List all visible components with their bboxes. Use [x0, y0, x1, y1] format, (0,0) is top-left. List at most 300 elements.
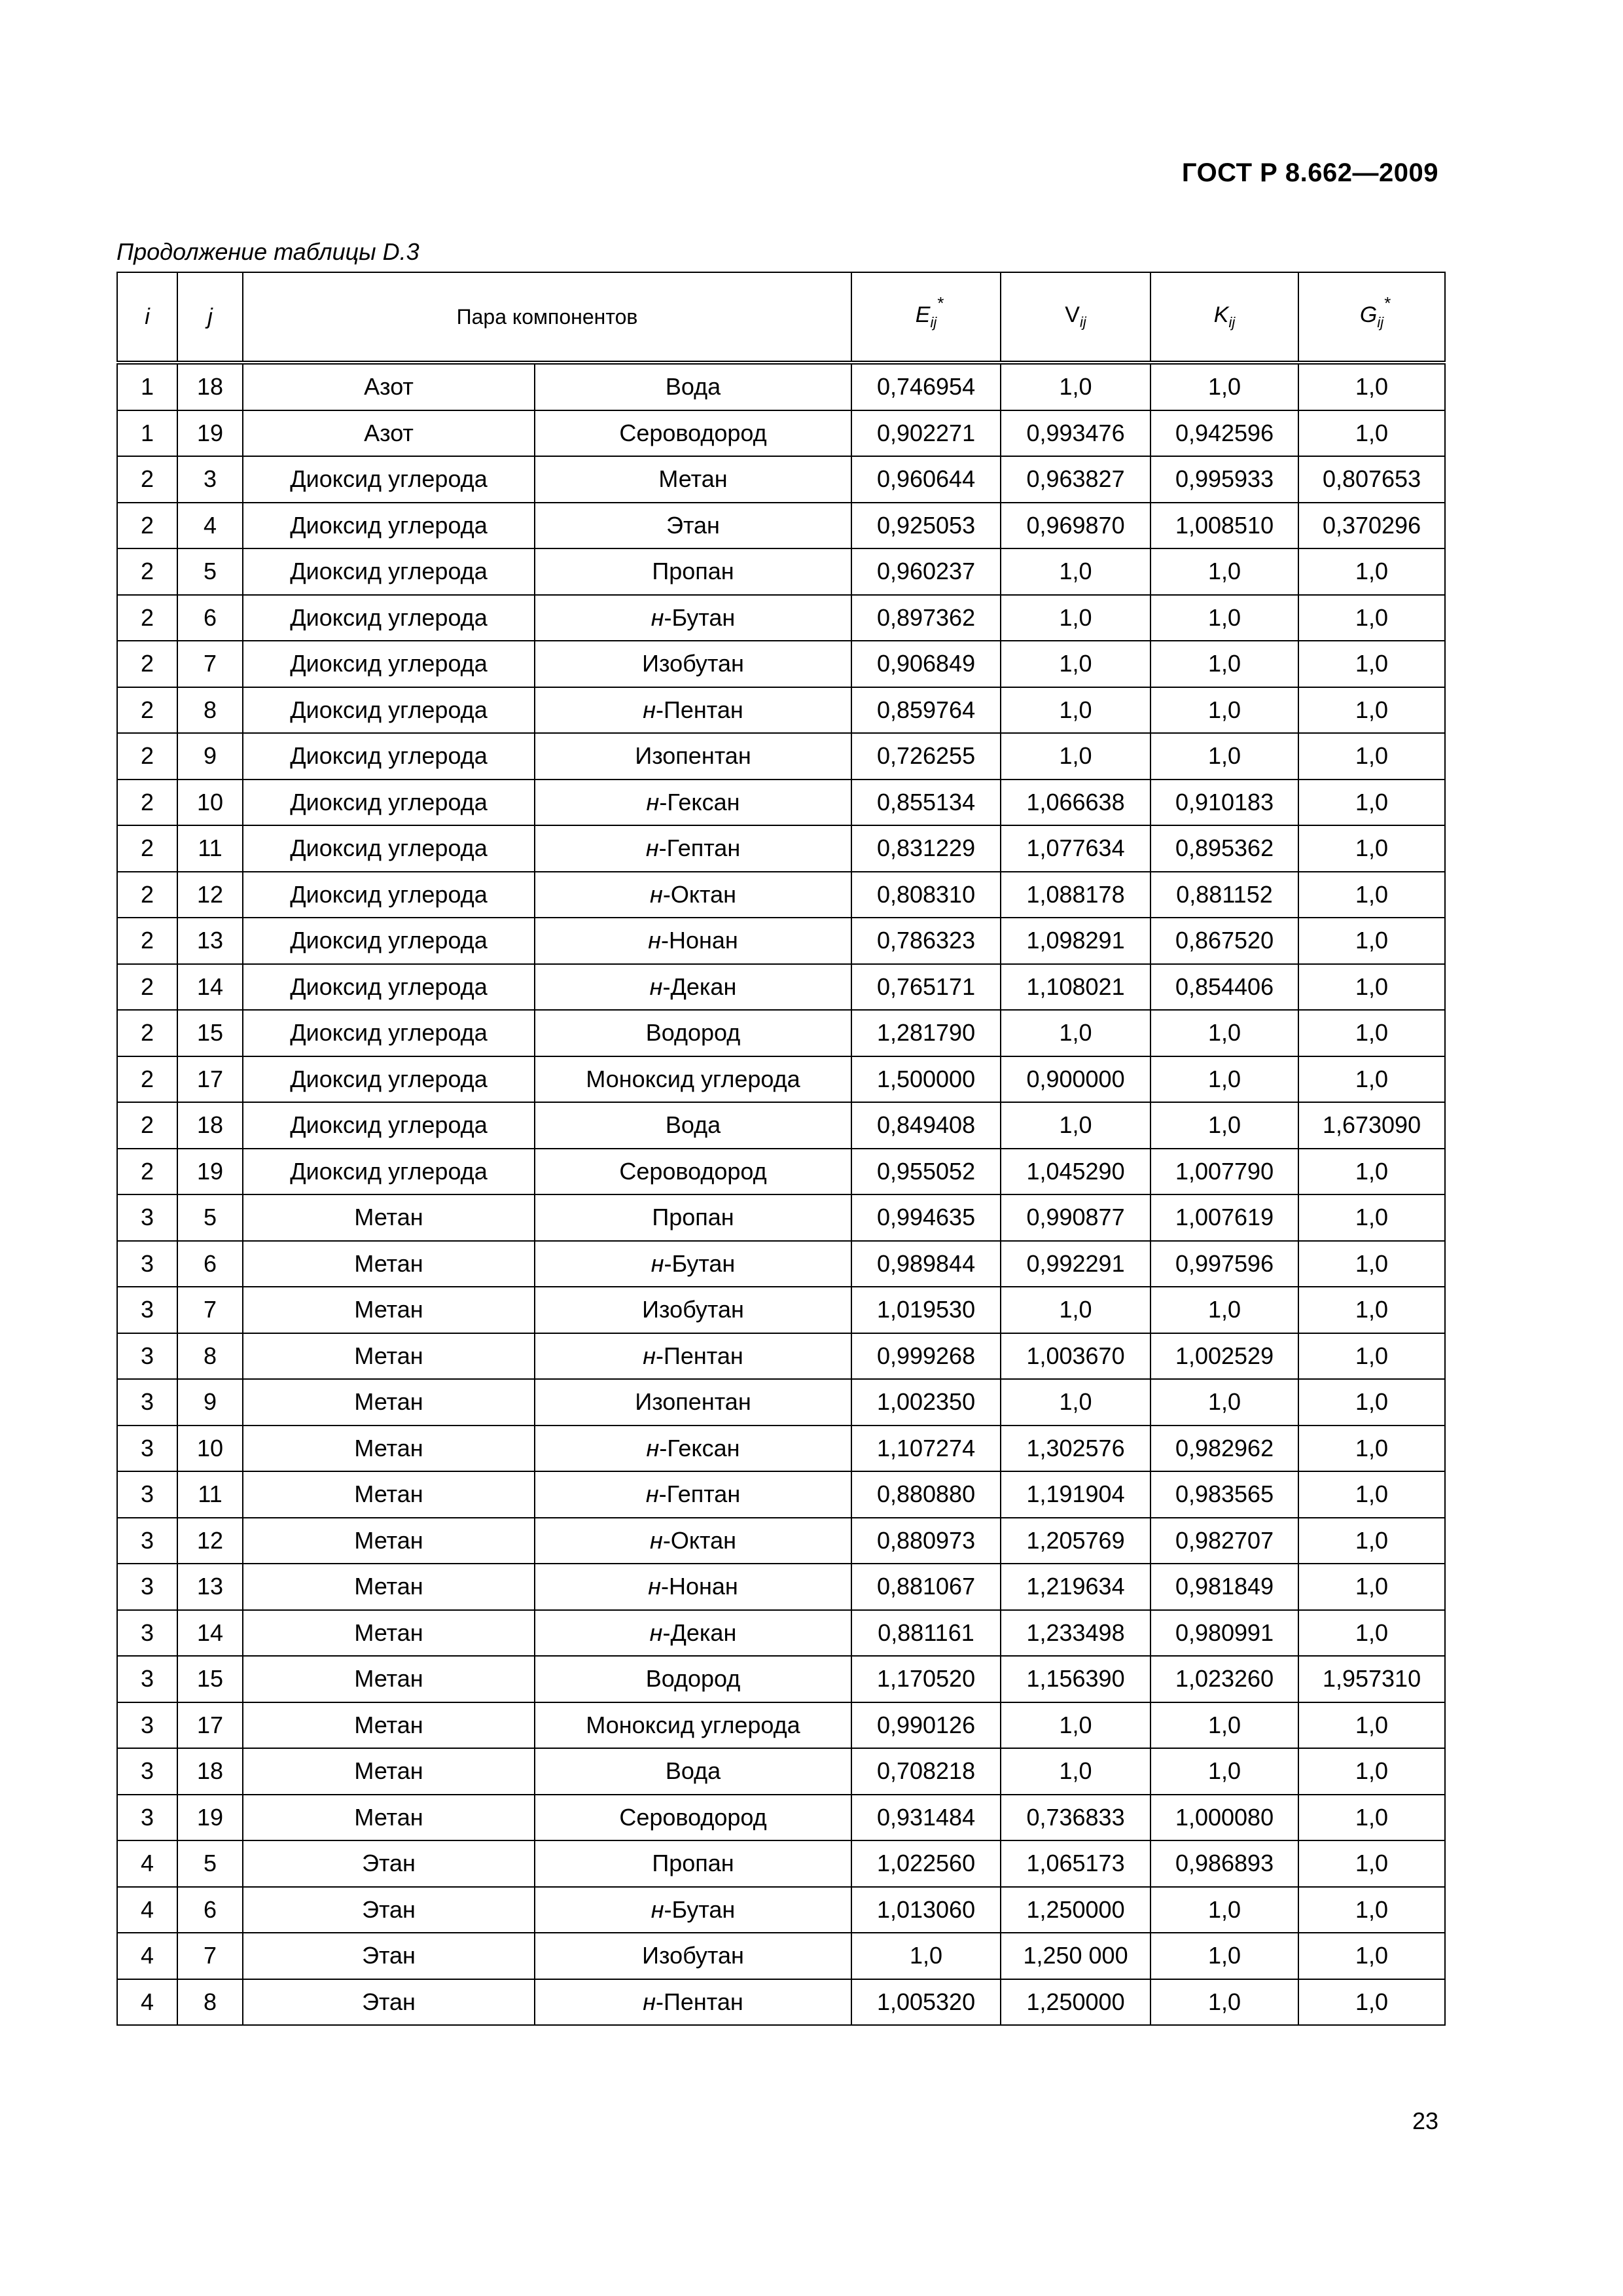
cell-k: 0,983565 [1150, 1471, 1298, 1518]
cell-e: 0,880973 [851, 1518, 1001, 1564]
cell-e: 0,765171 [851, 964, 1001, 1011]
cell-i: 2 [117, 780, 177, 826]
cell-j: 18 [177, 1102, 243, 1149]
cell-component-1: Диоксид углерода [243, 964, 535, 1011]
table-row [117, 872, 1445, 918]
cell-j: 8 [177, 1333, 243, 1380]
cell-v: 1,108021 [1001, 964, 1150, 1011]
cell-g: 1,0 [1298, 1564, 1445, 1610]
cell-k: 0,997596 [1150, 1241, 1298, 1287]
table-row [117, 456, 1445, 503]
cell-component-2 [535, 1471, 851, 1518]
cell-i: 3 [117, 1333, 177, 1380]
cell-i: 2 [117, 964, 177, 1011]
cell-v: 1,065173 [1001, 1840, 1150, 1887]
cell-component-1: Метан [243, 1333, 535, 1380]
table-row [117, 410, 1445, 457]
header-j: j [177, 272, 243, 363]
cell-component-1: Метан [243, 1748, 535, 1795]
cell-j: 3 [177, 456, 243, 503]
cell-g: 1,0 [1298, 1610, 1445, 1657]
cell-g: 1,0 [1298, 1149, 1445, 1195]
cell-e: 0,786323 [851, 918, 1001, 964]
normal-prefix: н [650, 880, 663, 908]
cell-j: 14 [177, 964, 243, 1011]
cell-e: 0,897362 [851, 595, 1001, 641]
cell-k: 1,0 [1150, 1979, 1298, 2026]
cell-component-2: Изопентан [535, 733, 851, 780]
cell-j: 9 [177, 1379, 243, 1426]
cell-component-1: Диоксид углерода [243, 595, 535, 641]
normal-prefix: н [651, 1249, 664, 1277]
cell-v: 1,0 [1001, 687, 1150, 734]
cell-e: 0,906849 [851, 641, 1001, 687]
cell-component-2: Изобутан [535, 1287, 851, 1333]
cell-v: 0,736833 [1001, 1795, 1150, 1841]
cell-component-1: Метан [243, 1471, 535, 1518]
cell-component-1: Метан [243, 1610, 535, 1657]
cell-component-2: Сероводород [535, 1149, 851, 1195]
table-row [117, 780, 1445, 826]
cell-e: 1,019530 [851, 1287, 1001, 1333]
cell-i: 2 [117, 456, 177, 503]
cell-g: 1,0 [1298, 872, 1445, 918]
cell-component-2: Пропан [535, 548, 851, 595]
cell-j: 5 [177, 1194, 243, 1241]
component-name: -Нонан [661, 1573, 738, 1600]
cell-k: 1,0 [1150, 1379, 1298, 1426]
header-e: $E_{ij}$ * [851, 272, 1001, 363]
cell-k: 0,854406 [1150, 964, 1298, 1011]
cell-k: 1,0 [1150, 1287, 1298, 1333]
cell-j: 17 [177, 1702, 243, 1749]
cell-component-2: Изобутан [535, 641, 851, 687]
component-name: -Бутан [664, 1895, 736, 1923]
header-g: $G_{ij}$ * [1298, 272, 1445, 363]
cell-j: 14 [177, 1610, 243, 1657]
cell-e: 0,955052 [851, 1149, 1001, 1195]
cell-component-2 [535, 1333, 851, 1380]
table-row [117, 1149, 1445, 1195]
normal-prefix: н [649, 1619, 663, 1646]
cell-component-1: Диоксид углерода [243, 548, 535, 595]
cell-component-2: Моноксид углерода [535, 1056, 851, 1103]
table-row [117, 1748, 1445, 1795]
normal-prefix: н [650, 1526, 663, 1554]
cell-component-2 [535, 1518, 851, 1564]
cell-component-1: Диоксид углерода [243, 503, 535, 549]
cell-e: 0,831229 [851, 825, 1001, 872]
cell-g: 0,370296 [1298, 503, 1445, 549]
cell-v: 1,233498 [1001, 1610, 1150, 1657]
cell-k: 1,0 [1150, 733, 1298, 780]
cell-component-2: Изобутан [535, 1933, 851, 1979]
cell-g: 1,0 [1298, 687, 1445, 734]
cell-i: 3 [117, 1471, 177, 1518]
cell-g: 1,0 [1298, 1840, 1445, 1887]
cell-component-2: Метан [535, 456, 851, 503]
cell-j: 18 [177, 1748, 243, 1795]
cell-j: 11 [177, 1471, 243, 1518]
cell-e: 0,960644 [851, 456, 1001, 503]
cell-component-1: Метан [243, 1194, 535, 1241]
component-name: -Декан [662, 973, 737, 1000]
component-name: -Декан [662, 1619, 737, 1646]
cell-g: 1,0 [1298, 1194, 1445, 1241]
cell-e: 0,990126 [851, 1702, 1001, 1749]
cell-i: 2 [117, 641, 177, 687]
table-row [117, 1241, 1445, 1287]
cell-component-1: Этан [243, 1887, 535, 1933]
cell-v: 1,0 [1001, 363, 1150, 410]
cell-k: 0,995933 [1150, 456, 1298, 503]
cell-component-2 [535, 780, 851, 826]
cell-component-2: Этан [535, 503, 851, 549]
cell-component-2: Моноксид углерода [535, 1702, 851, 1749]
cell-k: 1,0 [1150, 595, 1298, 641]
cell-component-1: Диоксид углерода [243, 1149, 535, 1195]
cell-k: 0,881152 [1150, 872, 1298, 918]
cell-j: 4 [177, 503, 243, 549]
cell-i: 3 [117, 1656, 177, 1702]
cell-i: 2 [117, 1102, 177, 1149]
cell-g: 1,0 [1298, 1379, 1445, 1426]
component-name: -Нонан [661, 927, 738, 954]
cell-component-1: Диоксид углерода [243, 780, 535, 826]
cell-e: 0,999268 [851, 1333, 1001, 1380]
cell-component-2: Пропан [535, 1194, 851, 1241]
cell-component-2 [535, 825, 851, 872]
cell-j: 5 [177, 548, 243, 595]
table-row [117, 1471, 1445, 1518]
table-row [117, 1564, 1445, 1610]
cell-component-2 [535, 595, 851, 641]
cell-v: 1,0 [1001, 1702, 1150, 1749]
cell-g: 1,0 [1298, 1887, 1445, 1933]
table-row [117, 595, 1445, 641]
cell-component-2 [535, 964, 851, 1011]
cell-g: 1,0 [1298, 363, 1445, 410]
cell-v: 0,963827 [1001, 456, 1150, 503]
cell-v: 1,219634 [1001, 1564, 1150, 1610]
cell-k: 1,0 [1150, 641, 1298, 687]
cell-j: 15 [177, 1010, 243, 1056]
cell-component-1: Диоксид углерода [243, 456, 535, 503]
cell-g: 1,0 [1298, 1471, 1445, 1518]
cell-e: 1,500000 [851, 1056, 1001, 1103]
cell-g: 1,0 [1298, 1979, 1445, 2026]
cell-i: 1 [117, 410, 177, 457]
cell-v: 1,191904 [1001, 1471, 1150, 1518]
normal-prefix: н [648, 927, 662, 954]
component-name: -Гексан [659, 1434, 740, 1462]
cell-v: 1,0 [1001, 1379, 1150, 1426]
cell-g: 1,0 [1298, 1518, 1445, 1564]
cell-g: 0,807653 [1298, 456, 1445, 503]
cell-e: 1,0 [851, 1933, 1001, 1979]
cell-i: 3 [117, 1241, 177, 1287]
cell-k: 1,0 [1150, 548, 1298, 595]
cell-component-1: Диоксид углерода [243, 687, 535, 734]
cell-j: 19 [177, 410, 243, 457]
cell-i: 3 [117, 1610, 177, 1657]
cell-component-1: Метан [243, 1656, 535, 1702]
cell-v: 0,992291 [1001, 1241, 1150, 1287]
cell-g: 1,0 [1298, 1241, 1445, 1287]
table-row [117, 1702, 1445, 1749]
table-row [117, 1840, 1445, 1887]
cell-component-1: Диоксид углерода [243, 1056, 535, 1103]
table-row [117, 1287, 1445, 1333]
cell-component-2: Сероводород [535, 410, 851, 457]
cell-component-2: Водород [535, 1656, 851, 1702]
cell-component-2: Вода [535, 1102, 851, 1149]
cell-j: 13 [177, 918, 243, 964]
cell-j: 7 [177, 641, 243, 687]
cell-k: 0,942596 [1150, 410, 1298, 457]
table-row [117, 1656, 1445, 1702]
cell-e: 1,022560 [851, 1840, 1001, 1887]
cell-e: 0,855134 [851, 780, 1001, 826]
cell-e: 0,746954 [851, 363, 1001, 410]
cell-k: 0,982962 [1150, 1426, 1298, 1472]
cell-e: 0,880880 [851, 1471, 1001, 1518]
table-row [117, 548, 1445, 595]
cell-k: 0,895362 [1150, 825, 1298, 872]
table-row [117, 1056, 1445, 1103]
cell-component-1: Этан [243, 1840, 535, 1887]
cell-g: 1,0 [1298, 964, 1445, 1011]
component-name: -Октан [662, 880, 736, 908]
normal-prefix: н [651, 603, 664, 631]
normal-prefix: н [643, 1988, 656, 2015]
cell-e: 1,002350 [851, 1379, 1001, 1426]
table-row [117, 1102, 1445, 1149]
cell-component-2: Вода [535, 1748, 851, 1795]
header-v: $V_{ij}$ [1001, 272, 1150, 363]
table-row [117, 1194, 1445, 1241]
cell-g: 1,0 [1298, 1287, 1445, 1333]
normal-prefix: н [645, 834, 659, 862]
cell-i: 2 [117, 1149, 177, 1195]
cell-component-1: Диоксид углерода [243, 872, 535, 918]
cell-e: 0,931484 [851, 1795, 1001, 1841]
cell-j: 9 [177, 733, 243, 780]
component-name: -Бутан [664, 603, 736, 631]
cell-component-2 [535, 687, 851, 734]
cell-g: 1,0 [1298, 780, 1445, 826]
cell-i: 1 [117, 363, 177, 410]
cell-component-2: Изопентан [535, 1379, 851, 1426]
cell-i: 2 [117, 595, 177, 641]
cell-j: 18 [177, 363, 243, 410]
table-row [117, 964, 1445, 1011]
cell-g: 1,0 [1298, 410, 1445, 457]
cell-e: 0,994635 [851, 1194, 1001, 1241]
cell-k: 1,023260 [1150, 1656, 1298, 1702]
cell-k: 1,007619 [1150, 1194, 1298, 1241]
table-row [117, 1010, 1445, 1056]
cell-v: 1,0 [1001, 641, 1150, 687]
cell-component-1: Метан [243, 1287, 535, 1333]
cell-k: 0,980991 [1150, 1610, 1298, 1657]
cell-component-2 [535, 1887, 851, 1933]
cell-e: 0,808310 [851, 872, 1001, 918]
cell-j: 6 [177, 1241, 243, 1287]
table-header-row [117, 272, 1445, 363]
cell-component-1: Диоксид углерода [243, 1010, 535, 1056]
cell-v: 1,0 [1001, 733, 1150, 780]
cell-k: 0,981849 [1150, 1564, 1298, 1610]
cell-v: 1,098291 [1001, 918, 1150, 964]
cell-v: 1,156390 [1001, 1656, 1150, 1702]
component-name: -Гексан [659, 788, 740, 816]
cell-component-1: Этан [243, 1933, 535, 1979]
cell-v: 1,045290 [1001, 1149, 1150, 1195]
cell-component-2 [535, 1426, 851, 1472]
cell-i: 4 [117, 1840, 177, 1887]
normal-prefix: н [648, 1573, 662, 1600]
cell-i: 2 [117, 918, 177, 964]
cell-j: 15 [177, 1656, 243, 1702]
cell-component-1: Диоксид углерода [243, 825, 535, 872]
coefficients-table [116, 272, 1446, 2026]
cell-i: 4 [117, 1933, 177, 1979]
cell-g: 1,0 [1298, 733, 1445, 780]
cell-v: 0,900000 [1001, 1056, 1150, 1103]
cell-e: 0,881161 [851, 1610, 1001, 1657]
normal-prefix: н [651, 1895, 664, 1923]
cell-i: 4 [117, 1979, 177, 2026]
cell-g: 1,0 [1298, 918, 1445, 964]
cell-k: 0,982707 [1150, 1518, 1298, 1564]
table-row [117, 1979, 1445, 2026]
cell-component-1: Диоксид углерода [243, 641, 535, 687]
cell-i: 3 [117, 1702, 177, 1749]
cell-g: 1,0 [1298, 641, 1445, 687]
cell-i: 3 [117, 1426, 177, 1472]
cell-v: 1,003670 [1001, 1333, 1150, 1380]
cell-e: 1,170520 [851, 1656, 1001, 1702]
cell-g: 1,0 [1298, 595, 1445, 641]
table-row [117, 641, 1445, 687]
component-name: -Гептан [658, 834, 741, 862]
cell-v: 1,0 [1001, 1010, 1150, 1056]
cell-g: 1,0 [1298, 1333, 1445, 1380]
cell-i: 2 [117, 1010, 177, 1056]
cell-v: 1,205769 [1001, 1518, 1150, 1564]
cell-i: 2 [117, 548, 177, 595]
cell-v: 0,969870 [1001, 503, 1150, 549]
normal-prefix: н [643, 1342, 656, 1369]
cell-g: 1,0 [1298, 1795, 1445, 1841]
table-row [117, 1518, 1445, 1564]
cell-k: 1,000080 [1150, 1795, 1298, 1841]
table-row [117, 1933, 1445, 1979]
header-i: i [117, 272, 177, 363]
cell-v: 1,0 [1001, 1102, 1150, 1149]
cell-component-1: Диоксид углерода [243, 733, 535, 780]
cell-e: 1,013060 [851, 1887, 1001, 1933]
cell-component-1: Метан [243, 1795, 535, 1841]
table-row [117, 1333, 1445, 1380]
cell-component-1: Этан [243, 1979, 535, 2026]
cell-component-1: Диоксид углерода [243, 1102, 535, 1149]
cell-component-2 [535, 1979, 851, 2026]
cell-j: 19 [177, 1795, 243, 1841]
cell-j: 12 [177, 872, 243, 918]
cell-k: 1,0 [1150, 1887, 1298, 1933]
cell-component-1: Метан [243, 1564, 535, 1610]
cell-g: 1,957310 [1298, 1656, 1445, 1702]
cell-e: 0,881067 [851, 1564, 1001, 1610]
cell-e: 0,859764 [851, 687, 1001, 734]
table-row [117, 825, 1445, 872]
cell-v: 1,250000 [1001, 1887, 1150, 1933]
cell-j: 19 [177, 1149, 243, 1195]
table-body [117, 363, 1445, 2025]
cell-j: 7 [177, 1933, 243, 1979]
cell-g: 1,0 [1298, 1748, 1445, 1795]
normal-prefix: н [649, 973, 663, 1000]
cell-g: 1,673090 [1298, 1102, 1445, 1149]
cell-component-1: Метан [243, 1518, 535, 1564]
table-row [117, 1379, 1445, 1426]
table-row [117, 687, 1445, 734]
cell-j: 7 [177, 1287, 243, 1333]
cell-e: 0,925053 [851, 503, 1001, 549]
cell-e: 0,960237 [851, 548, 1001, 595]
cell-k: 1,008510 [1150, 503, 1298, 549]
normal-prefix: н [646, 1434, 660, 1462]
cell-k: 0,910183 [1150, 780, 1298, 826]
cell-v: 1,250 000 [1001, 1933, 1150, 1979]
header-component-pair: Пара компонентов [243, 272, 851, 363]
cell-i: 3 [117, 1518, 177, 1564]
cell-i: 3 [117, 1795, 177, 1841]
cell-v: 1,250000 [1001, 1979, 1150, 2026]
cell-k: 1,0 [1150, 1933, 1298, 1979]
cell-i: 3 [117, 1194, 177, 1241]
cell-component-1: Азот [243, 410, 535, 457]
cell-v: 1,077634 [1001, 825, 1150, 872]
cell-i: 3 [117, 1564, 177, 1610]
cell-j: 11 [177, 825, 243, 872]
table-caption: Продолжение таблицы D.3 [116, 238, 419, 265]
page-number: 23 [1412, 2108, 1438, 2134]
cell-e: 1,281790 [851, 1010, 1001, 1056]
cell-v: 1,0 [1001, 548, 1150, 595]
document-code: ГОСТ Р 8.662—2009 [1181, 158, 1438, 187]
cell-k: 1,002529 [1150, 1333, 1298, 1380]
cell-component-1: Метан [243, 1241, 535, 1287]
cell-component-2 [535, 1564, 851, 1610]
cell-i: 3 [117, 1287, 177, 1333]
cell-component-1: Диоксид углерода [243, 918, 535, 964]
table-row [117, 733, 1445, 780]
cell-component-2: Сероводород [535, 1795, 851, 1841]
table-row [117, 1610, 1445, 1657]
cell-component-1: Метан [243, 1702, 535, 1749]
cell-j: 13 [177, 1564, 243, 1610]
cell-component-2: Вода [535, 363, 851, 410]
table-row [117, 1795, 1445, 1841]
cell-v: 0,993476 [1001, 410, 1150, 457]
cell-v: 1,0 [1001, 1748, 1150, 1795]
cell-g: 1,0 [1298, 1426, 1445, 1472]
cell-component-2: Пропан [535, 1840, 851, 1887]
normal-prefix: н [643, 696, 656, 723]
